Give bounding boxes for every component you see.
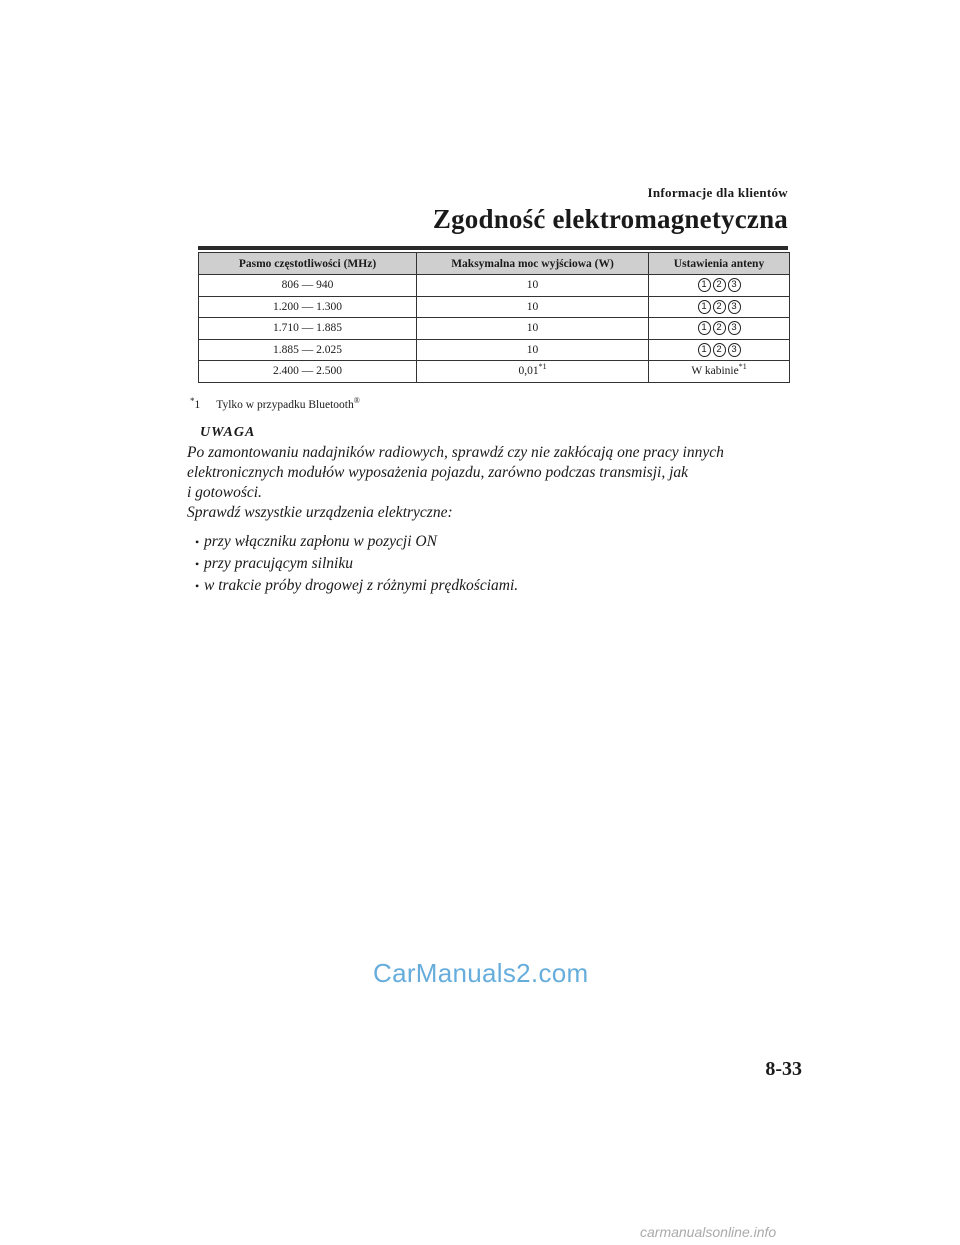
table-row: [199, 275, 790, 297]
footnote-ref: *1: [538, 362, 547, 372]
circled-number-icon: 1: [698, 300, 711, 314]
antenna-text: W kabinie: [691, 365, 739, 378]
band-cell: 806 — 940: [199, 275, 417, 297]
circled-number-icon: 2: [713, 343, 726, 357]
circled-number-icon: 2: [713, 300, 726, 314]
site-footer-watermark: carmanualsonline.info: [640, 1224, 777, 1240]
note-bullet-list: [187, 531, 787, 597]
frequency-table: [198, 252, 790, 383]
power-cell: 10: [417, 339, 649, 361]
band-cell: 1.200 — 1.300: [199, 296, 417, 318]
power-cell: [417, 361, 649, 383]
note-paragraph: Po zamontowaniu nadajników radiowych, sprawdź czy nie zakłócają one pracy innych: [187, 444, 724, 461]
table-row: [199, 296, 790, 318]
registered-symbol: ®: [353, 396, 360, 406]
table-header-row: [199, 253, 790, 275]
column-header-power: Maksymalna moc wyjściowa (W): [417, 253, 649, 275]
chapter-title: Zgodność elektromagnetyczna: [432, 204, 788, 234]
antenna-cell: [649, 318, 790, 340]
antenna-cell: [649, 339, 790, 361]
footnote-number: 1: [194, 399, 201, 411]
list-item: [195, 531, 787, 553]
circled-number-icon: 3: [728, 321, 741, 335]
bullet-icon: •: [195, 579, 200, 593]
circled-number-icon: 3: [728, 278, 741, 292]
note-paragraph: Sprawdź wszystkie urządzenia elektryczne:: [187, 504, 453, 521]
band-cell: 1.710 — 1.885: [199, 318, 417, 340]
footnote-mark: *: [190, 396, 195, 406]
antenna-cell: [649, 275, 790, 297]
circled-number-icon: 2: [713, 321, 726, 335]
page-number: 8-33: [765, 1058, 802, 1080]
circled-number-icon: 1: [698, 321, 711, 335]
list-item-text: przy pracującym silniku: [204, 555, 353, 572]
power-value: 0,01: [518, 365, 539, 378]
header-rule: [198, 246, 788, 250]
list-item: [195, 575, 787, 597]
table-row: [199, 361, 790, 383]
circled-number-icon: 3: [728, 343, 741, 357]
note-paragraph: i gotowości.: [187, 484, 262, 501]
antenna-cell: [649, 296, 790, 318]
antenna-cell: [649, 361, 790, 383]
table-row: [199, 339, 790, 361]
footnote-ref: *1: [738, 362, 747, 372]
list-item: [195, 553, 787, 575]
column-header-band: Pasmo częstotliwości (MHz): [199, 253, 417, 275]
circled-number-icon: 3: [728, 300, 741, 314]
section-label: Informacje dla klientów: [647, 185, 788, 200]
power-cell: 10: [417, 296, 649, 318]
table-row: [199, 318, 790, 340]
circled-number-icon: 2: [713, 278, 726, 292]
column-header-antenna: Ustawienia anteny: [649, 253, 790, 275]
note-heading: UWAGA: [200, 425, 256, 440]
note-body: [187, 443, 787, 597]
footnote: [190, 396, 360, 411]
bullet-icon: •: [195, 535, 200, 549]
power-cell: 10: [417, 275, 649, 297]
watermark-logo[interactable]: CarManuals2.com: [373, 958, 589, 988]
note-paragraph: elektronicznych modułów wyposażenia pojazdu, zarówno podczas transmisji, jak: [187, 464, 689, 481]
bullet-icon: •: [195, 557, 200, 571]
band-cell: 2.400 — 2.500: [199, 361, 417, 383]
band-cell: 1.885 — 2.025: [199, 339, 417, 361]
list-item-text: przy włączniku zapłonu w pozycji ON: [204, 533, 437, 550]
power-cell: 10: [417, 318, 649, 340]
footnote-text: Tylko w przypadku Bluetooth: [216, 399, 354, 411]
list-item-text: w trakcie próby drogowej z różnymi prędkościami.: [204, 577, 519, 594]
circled-number-icon: 1: [698, 343, 711, 357]
circled-number-icon: 1: [698, 278, 711, 292]
